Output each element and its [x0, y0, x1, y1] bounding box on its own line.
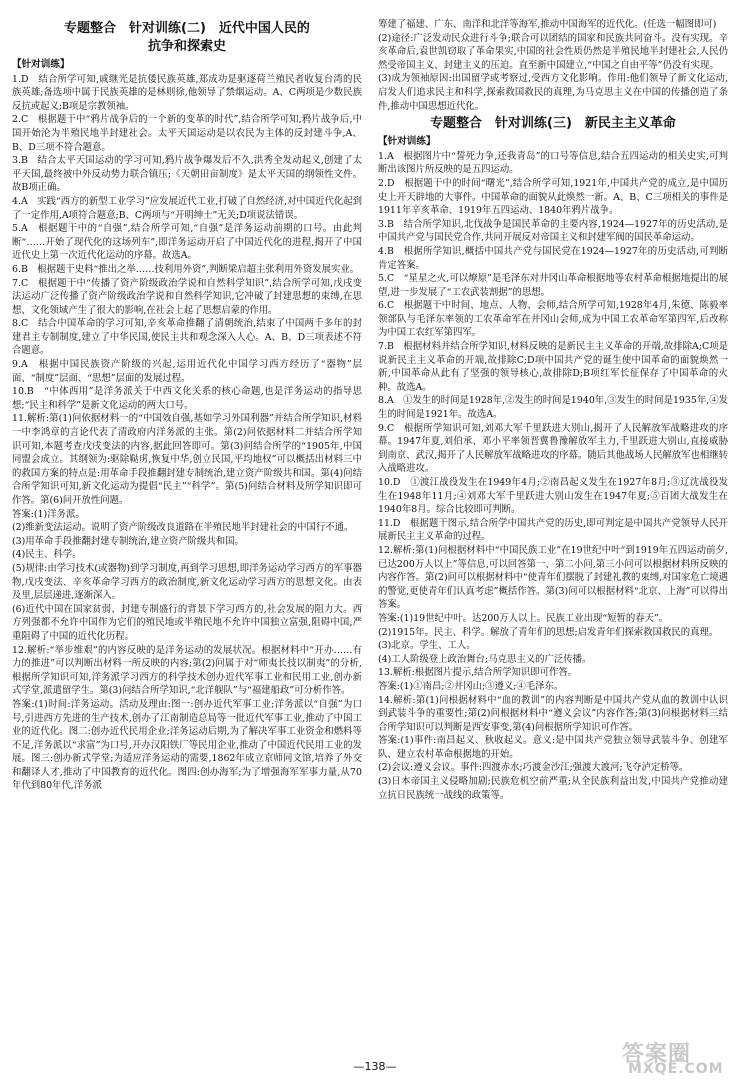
answer-paragraph: 答案:(1)19世纪中叶。达200万人以上。民族工业出现“短暂的春天”。 — [378, 612, 669, 624]
answer-paragraph: 9.A 根据中国民族资产阶级的兴起,运用近代化中国学习西方经历了“器物”层面、“制度”层面、“思想”层面的发展过程。 — [12, 359, 362, 384]
answer-paragraph: 答案:(1)时间:洋务运动。活动及理由:图一:创办近代军事工业;洋务派以“自强”为口号,引进西方先进的生产技术,创办了江南制造总局等一批近代军事工业,推动了中国工业的近代化。图二:创办近代民用企业;洋务运动后期,为了解决军事工业资金和燃料等不足,洋务派以“求富”为口号,开办汉阳铁厂等民用企业,推动了中国近代民用工业的发展。图三:创办新式学堂;为适应洋务运动的需要,1862年成立京师同文馆,培养了外交和翻译人才,推动了中国教育的近代化。图四:创办海军;为了增强海军军事力量,从70年代到80年代,洋务派 — [12, 698, 362, 792]
section-title-two-line1: 专题整合 针对训练(二) 近代中国人民的 — [64, 21, 310, 36]
answer-paragraph: 3.B 结合所学知识,北伐战争是国民革命的主要内容,1924—1927年的历史活动,是中国共产党与国民党合作,共同开展反对帝国主义和封建军阀的国民革命运动。 — [378, 218, 728, 244]
answer-paragraph: 1.D 结合所学可知,戚继光是抗倭民族英雄,郑成功是驱逐荷兰殖民者收复台湾的民族英雄;备选项中属于民族英雄的是林则徐,他领导了禁烟运动。A、C两项是少数民族反抗或起义;B项是宗教领袖。 — [12, 73, 362, 112]
section-title-two — [12, 20, 362, 56]
answer-paragraph: (3)用革命手段推翻封建专制统治,建立资产阶级共和国。 — [12, 535, 244, 547]
practice-tag: 【针对训练】 — [12, 59, 70, 70]
left-column — [12, 18, 362, 1058]
answer-paragraph: 5.C “星星之火,可以燎原”是毛泽东对井冈山革命根据地等农村革命根据地提出的展望,进一步发展了“工农武装割据”的思想。 — [378, 273, 728, 298]
watermark-logo — [622, 1037, 740, 1079]
answer-paragraph: 10.D ①渡江战役发生在1949年4月;②南昌起义发生在1927年8月;③辽沈战役发生在1948年11月;④刘邓大军千里跃进大别山发生在1947年夏;⑤百团大战发生在1940年8月。综合比较即可判断。 — [378, 477, 728, 516]
answer-paragraph: 答案:(1)事件:南昌起义、秋收起义。意义:是中国共产党独立领导武装斗争、创建军队、建立农村革命根据地的开始。 — [378, 735, 728, 760]
answer-paragraph: (2)1915年。民主、科学。解放了青年们的思想;启发青年们探索救国救民的真理。 — [378, 626, 719, 638]
answer-paragraph: 1.A 根据图片中“誓死力争,还我青岛”的口号等信息,结合五四运动的相关史实,可判断出该图片所反映的是五四运动。 — [378, 150, 728, 176]
answer-paragraph: 6.B 根据题干史料“推出之举……技利用外资”,判断梁启超主张利用外资发展实业。 — [12, 263, 360, 275]
answer-paragraph: (5)规律:由学习技术(或器物)到学习制度,再到学习思想,即洋务运动学习西方的军事器物,戊戌变法、辛亥革命学习西方的政治制度,新文化运动学习西方的思想文化。由表及里,层层递进,逐渐深入。 — [12, 562, 362, 602]
answer-paragraph: 7.C 根据题干中“传播了资产阶级政治学说和自然科学知识”,结合所学可知,戊戌变法运动广泛传播了资产阶级政治学说和自然科学知识,它冲破了封建思想的束缚,在思想、文化领域产生了很大的影响,在社会上起了思想启蒙的作用。 — [12, 277, 362, 316]
section-title-two-line2: 抗争和探索史 — [147, 39, 226, 54]
answer-paragraph: (3)成为领袖原因:出国留学或考察过,受西方文化影响。作用:他们领导了新文化运动,启发人们追求民主和科学,探索救国救民的真理,为马克思主义在中国的传播创造了条件,推动中国思想近代化。 — [378, 73, 728, 112]
watermark-logo-text: 答案圈 — [622, 1042, 692, 1067]
answer-paragraph: 2.D 根据题干中的时间“曙光”,结合所学可知,1921年,中国共产党的成立,是中国历史上开天辟地的大事件。中国革命的面貌从此焕然一新。A、B、C三项相关的事件是1911年辛亥革命、1919年五四运动、1840年鸦片战争。 — [378, 177, 728, 217]
answer-paragraph: (3)北京。学生、工人。 — [378, 640, 476, 652]
answer-paragraph: 11.解析:第(1)问依据材料一的“中国效自强,基如学习外国利器”并结合所学知识,材料一中李鸿章的言论代表了清政府内洋务派的主张。第(2)问依据材料二并结合所学知识可知,本题考查戊戌变法的内容,据此回答即可。第(3)问结合所学的“1905年,中国同盟会成立。其纲领为:驱除鞑虏,恢复中华,创立民国,平均地权”可以概括出材料三中的救国方案的特点是:用革命手段推翻封建专制统治,建立资产阶级共和国。第(4)问结合所学知识可知,新文化运动为提倡“民主”“科学”。第(5)问结合材料及所学知识即可作答。第(6)问开放性问题。 — [12, 413, 362, 506]
answer-paragraph: 11.D 根据题干图示,结合所学中国共产党的历史,即可判定是中国共产党领导人民开展新民主主义革命的过程。 — [378, 517, 728, 543]
answer-paragraph: 12.解析:第(1)问根据材料中“中国民族工业”在19世纪中叶“到1919年五四运动前夕,已达200万人以上”等信息,可以回答第一、第二小问,第三小问可以根据材料所反映的内容作答。第(2)问可以根据材料中“使青年们摆脱了封建礼教的束缚,对国家危亡境遇的警觉,更使青年们认真考虑”概括作答。第(3)问可以根据材料“北京、上海”可以得出答案。 — [378, 544, 728, 611]
answer-paragraph: 10.B “中体西用”是洋务派关于中西文化关系的核心命题,也是洋务运动的指导思想;“民主和科学”是新文化运动的两大口号。 — [12, 386, 362, 411]
answer-paragraph: 6.C 根据题干中时间、地点、人物、会师,结合所学可知,1928年4月,朱德、陈毅率领部队与毛泽东率领的工农革命军在井冈山会师,成为中国工农革命军第四军,后改称为中国工农红军第四军。 — [378, 300, 728, 339]
answer-paragraph: (2)会议:遵义会议。事件:四渡赤水;巧渡金沙江;强渡大渡河;飞夺泸定桥等。 — [378, 762, 689, 774]
practice-tag: 【针对训练】 — [378, 136, 436, 148]
left-answer-list — [12, 73, 362, 793]
answer-paragraph: 8.A ①发生的时间是1928年,②发生的时间是1940年,③发生的时间是1935年,④发生的时间是1921年。故选A。 — [378, 395, 728, 421]
answer-paragraph: 9.C 根据所学知识可知,刘邓大军千里跃进大别山,揭开了人民解放军战略进攻的序幕。1947年夏,刘伯承、邓小平率领晋冀鲁豫解放军主力,千里跃进大别山,直接威胁到南京、武汉,揭开了人民解放军战略进攻的序幕。随后其他战场人民解放军也相继转入战略进攻。 — [378, 422, 728, 475]
answer-paragraph: 2.C 根据题干中“鸦片战争后的一个新的变革的时代”,结合所学可知,鸦片战争后,中国开始沦为半殖民地半封建社会。太平天国运动是以农民为主体的反封建斗争,A、B、D三项不符合题意。 — [12, 114, 362, 153]
answer-paragraph: 5.A 根据题干中的“自强”,结合所学可知,“自强”是洋务运动前期的口号。由此判断“……开始了现代化的这场列车”,即洋务运动开启了中国近代化的进程,揭开了中国近代史上第一次近代化运动的序幕。故选A。 — [12, 223, 362, 262]
answer-paragraph: 8.C 结合中国革命的学习可知,辛亥革命推翻了清朝统治,结束了中国两千多年的封建君主专制制度,建立了中华民国,使民主共和观念深入人心。A、B、D三项表述不符合题意。 — [12, 318, 362, 357]
answer-paragraph: 13.解析:根据图片提示,结合所学知识即可作答。 — [378, 667, 578, 679]
section-title-three: 专题整合 针对训练(三) 新民主主义革命 — [430, 116, 676, 132]
answer-paragraph: 答案:(1)①南昌;②井冈山;③遵义;④毛泽东。 — [378, 680, 564, 692]
right-column — [378, 18, 728, 1038]
answer-paragraph: 答案:(1)洋务派。 — [12, 508, 85, 520]
answer-paragraph: (2)维新变法运动。说明了资产阶级改良道路在半殖民地半封建社会的中国行不通。 — [12, 522, 354, 534]
answer-paragraph: 7.B 根据材料并结合所学知识,材料反映的是新民主主义革命的开端,故排除A;C项是说新民主主义革命的开端,故排除C;D项中国共产党的诞生使中国革命的面貌焕然一新,中国革命从此有了坚强的领导核心,故排除D;B项红军长征保存了中国革命的火种。故选A。 — [378, 341, 728, 393]
answer-paragraph: (4)工人阶级登上政治舞台;马克思主义的广泛传播。 — [378, 653, 592, 665]
answer-paragraph: 14.解析:第(1)问根据材料中“血的教训”的内容判断是中国共产党从血的教训中认识到武装斗争的重要性;第(2)问根据材料中“遵义会议”内容作答;第(3)问根据材料三结合所学知识可以判断是西安事变,第(4)问根据所学知识可作答。 — [378, 694, 728, 733]
right-continued-answers — [378, 18, 728, 113]
right-answer-list — [378, 150, 728, 803]
answer-paragraph: 3.B 结合太平天国运动的学习可知,鸦片战争爆发后不久,洪秀全发动起义,创建了太平天国,最终被中外反动势力联合镇压;《天朝田亩制度》是太平天国的纲领性文件。故B项正确。 — [12, 155, 362, 194]
answer-paragraph: (4)民主、科学。 — [12, 549, 82, 561]
watermark-url: MXQE.COM — [628, 1061, 724, 1077]
answer-paragraph: 4.B 根据所学知识,概括中国共产党与国民党在1924—1927年的历史活动,可判断肯定答案。 — [378, 245, 728, 271]
answer-paragraph: (6)近代中国在国家贫弱、封建专制盛行的背景下学习西方的,社会发展的阻力大。西方列强都不允许中国作为它们的殖民地或半殖民地不允许中国独立富强,阻碍中国,严重阻碍了中国的近代化历程。 — [12, 603, 362, 642]
answer-paragraph: (3)日本帝国主义侵略加剧;民族危机空前严重;从全民族利益出发,中国共产党推动建立抗日民族统一战线的政策等。 — [378, 776, 728, 801]
answer-paragraph: 12.解析:“举步维艰”的内容反映的是洋务运动的发展状况。根据材料中“开办……有力的推进”可以判断出材料一所反映的内容;第(2)问属于对“师夷长技以制夷”的分析,根据所学知识可知,洋务派学习西方的科学技术创办近代军事工业和民用工业,创办新式学堂,派遣留学生。第(3)问结合所学知识,“北洋舰队”与“福建船政”可分析作答。 — [12, 644, 362, 697]
answer-paragraph: 4.A 实践“西方的新型工业学习”应发展近代工业,打破了自然经济,对中国近代化起到了一定作用,A项符合题意;B、C两项与“开明绅士”无关;D项说法错误。 — [12, 195, 362, 221]
page-number: —138— — [353, 1060, 397, 1073]
answer-paragraph: 筹建了福建、广东、南洋和北洋等海军,推动中国海军的近代化。(任选一幅图即可) — [378, 19, 717, 30]
answer-paragraph: (2)途径:广泛发动民众进行斗争;联合可以团结的国家和民族共同奋斗。没有实现。辛亥革命后,袁世凯窃取了革命果实,中国的社会性质仍然是半殖民地半封建社会,人民仍然受帝国主义、封建主义的压迫。直至新中国建立,“中国之自由平等”仍没有实现。 — [378, 32, 728, 71]
